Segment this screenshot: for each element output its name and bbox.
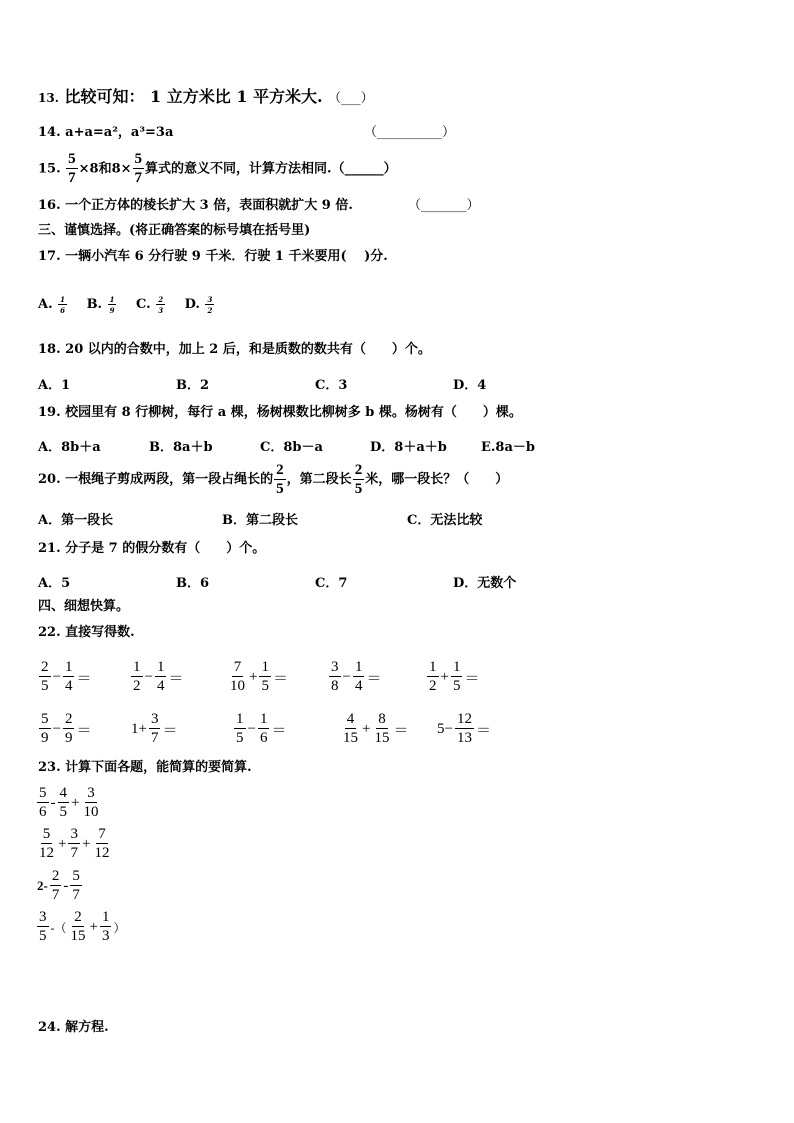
q13-number: 13.: [38, 91, 59, 105]
q14: [38, 124, 173, 142]
q17-number: 17.: [38, 249, 61, 264]
q19-option-d[interactable]: D．8＋a＋b: [370, 440, 447, 455]
q19-option-a[interactable]: A．8b＋a: [38, 440, 101, 455]
q20: [38, 461, 508, 499]
q21-option-c[interactable]: C．7: [315, 576, 348, 591]
q17-option-c[interactable]: C. $\frac{2}{3}$: [136, 294, 164, 315]
q22-row1-item1: $\frac{2}{5}$ − $\frac{1}{4}$ ＝: [41, 659, 92, 694]
q21-text: 分子是 7 的假分数有（ ）个。: [65, 541, 266, 556]
q22-row1-item5: $\frac{1}{2}$ + $\frac{1}{5}$ ＝: [429, 659, 480, 694]
q20-fraction-1: $\frac{2}{5}$: [276, 461, 284, 497]
q15-fraction-2: $\frac{5}{7}$: [134, 151, 143, 186]
q18-number: 18.: [38, 342, 61, 357]
q17-options: [38, 292, 215, 318]
q23-number: 23.: [38, 760, 61, 775]
q20-option-c[interactable]: C．无法比较: [407, 513, 483, 528]
q20-fraction-2: $\frac{2}{5}$: [354, 461, 363, 497]
q22-row2-item5: 5− $\frac{12}{13}$ ＝: [437, 711, 491, 746]
q18: [38, 341, 431, 359]
q20-text-post: 米，哪一段长？（ ）: [365, 472, 509, 487]
q24-text: 解方程.: [65, 1020, 109, 1035]
q15-text: 算式的意义不同，计算方法相同.（______）: [145, 161, 397, 177]
q22-row2-item1: $\frac{5}{9}$ − $\frac{2}{9}$ ＝: [41, 711, 92, 746]
q23-expression-1: $\frac{5}{6}$ - $\frac{4}{5}$ + $\frac{3}{10}$: [39, 785, 99, 820]
q17-option-a[interactable]: A. $\frac{1}{6}$: [38, 294, 66, 315]
q18-option-a[interactable]: A．1: [38, 378, 71, 393]
q23-expression-2: $\frac{5}{12}$ + $\frac{3}{7}$ + $\frac{7}{12}$: [39, 826, 110, 861]
q21-option-a[interactable]: A．5: [38, 576, 71, 591]
q15-number: 15.: [38, 161, 61, 177]
q14-answer-blank[interactable]: （__________）: [364, 125, 456, 140]
q21-option-d[interactable]: D．无数个: [453, 576, 517, 591]
q23: [38, 759, 252, 777]
q23-expression-4: $\frac{3}{5}$ -（ $\frac{2}{15}$ + $\frac{1}{3}$ ）: [39, 909, 126, 944]
q19-option-c[interactable]: C．8b－a: [260, 440, 323, 455]
q20-option-a[interactable]: A．第一段长: [38, 513, 114, 528]
q18-option-b[interactable]: B．2: [176, 378, 210, 393]
q17-option-d[interactable]: D. $\frac{3}{2}$: [184, 294, 213, 315]
q17-option-b[interactable]: B. $\frac{1}{9}$: [86, 294, 115, 315]
q18-text: 20 以内的合数中，加上 2 后，和是质数的数共有（ ）个。: [65, 342, 431, 357]
q17: [38, 248, 388, 266]
q16: [38, 197, 353, 215]
q16-number: 16.: [38, 198, 61, 213]
q22-row1-item4: $\frac{3}{8}$ − $\frac{1}{4}$ ＝: [331, 659, 382, 694]
q20-number: 20.: [38, 472, 61, 487]
q15: [38, 152, 397, 187]
q18-option-d[interactable]: D．4: [453, 378, 487, 393]
q22-row1-item3: $\frac{7}{10}$ + $\frac{1}{5}$ ＝: [230, 659, 288, 694]
q19-number: 19.: [38, 405, 61, 420]
q14-text: a+a=a²，a³=3a: [65, 125, 174, 140]
q20-text-mid: ，第二段长: [286, 472, 352, 487]
q22-row2-item4: $\frac{4}{15}$ + $\frac{8}{15}$ ＝: [343, 711, 409, 746]
q15-mid: ×8和8×: [78, 161, 132, 177]
q14-number: 14.: [38, 125, 61, 140]
q23-expression-3: 2- $\frac{2}{7}$ - $\frac{5}{7}$: [37, 868, 80, 903]
q22-row2-item3: $\frac{1}{5}$ − $\frac{1}{6}$ ＝: [236, 711, 287, 746]
q20-option-b[interactable]: B．第二段长: [222, 513, 298, 528]
section-4-heading: 四、细想快算。: [38, 599, 130, 614]
q22-number: 22.: [38, 625, 61, 640]
q13-text: 比较可知： 1 立方米比 1 平方米大.: [64, 87, 323, 106]
q19-text: 校园里有 8 行柳树，每行 a 棵，杨树棵数比柳树多 b 棵。杨树有（ ）棵。: [65, 405, 522, 420]
q15-fraction-1: $\frac{5}{7}$: [68, 151, 76, 186]
q21-number: 21.: [38, 541, 61, 556]
q24-number: 24.: [38, 1020, 61, 1035]
q13: [38, 88, 374, 108]
q19-option-e[interactable]: E.8a－b: [481, 440, 535, 455]
q22-text: 直接写得数.: [65, 625, 135, 640]
q16-text: 一个正方体的棱长扩大 3 倍，表面积就扩大 9 倍.: [65, 198, 353, 213]
q19: [38, 404, 522, 422]
section-3-heading: 三、谨慎选择。(将正确答案的标号填在括号里): [38, 223, 311, 238]
q13-answer-blank[interactable]: （___）: [328, 91, 374, 106]
q18-option-c[interactable]: C．3: [315, 378, 348, 393]
q20-text-pre: 一根绳子剪成两段，第一段占绳长的: [65, 472, 274, 487]
q24: [38, 1019, 109, 1037]
q22-row1-item2: $\frac{1}{2}$ − $\frac{1}{4}$ ＝: [133, 659, 184, 694]
q16-answer-blank[interactable]: （_______）: [408, 198, 480, 213]
q21-option-b[interactable]: B．6: [176, 576, 210, 591]
q23-text: 计算下面各题，能简算的要简算.: [65, 760, 252, 775]
q22: [38, 624, 135, 642]
q22-row2-item2: 1+ $\frac{3}{7}$ ＝: [131, 711, 178, 746]
q17-text: 一辆小汽车 6 分行驶 9 千米．行驶 1 千米要用( )分.: [65, 249, 388, 264]
q21: [38, 540, 265, 558]
q19-option-b[interactable]: B．8a＋b: [149, 440, 213, 455]
